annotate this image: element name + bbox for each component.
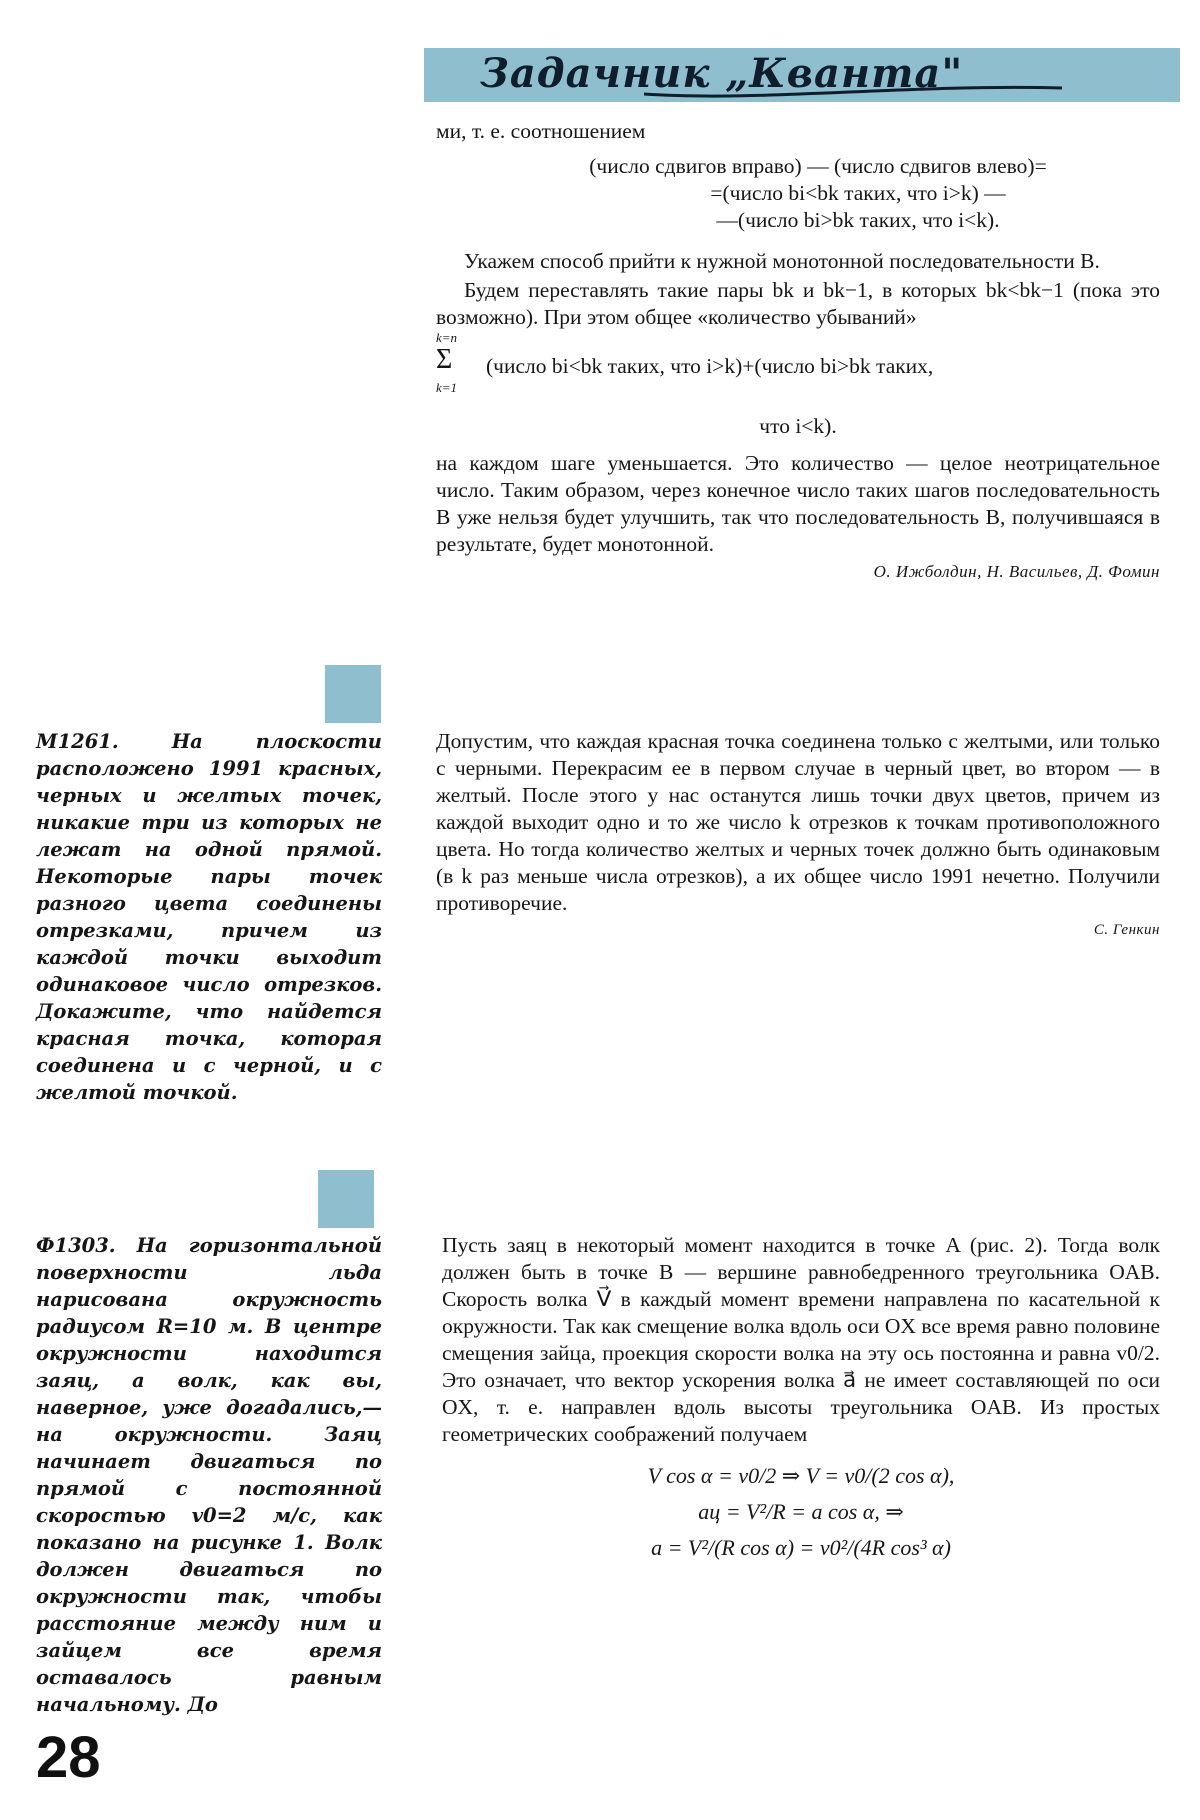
formula-block	[442, 1458, 1160, 1566]
formula-line: a = V²/(R cos α) = v0²/(4R cos³ α)	[651, 1535, 951, 1560]
page-number: 28	[36, 1725, 101, 1790]
solution-text: Допустим, что каждая красная точка соединена только с желтыми, или только с черными. Перекрасим ее в первом случае в черный цвет, во втором — в желтый. После этого у нас останутся лишь точки двух цветов, причем из каждой выходит одно и то же число k отрезков к точкам противоположного цвета. Но тогда количество желтых и черных точек должно быть одинаковым (в k раз меньше числа отрезков), а их общее число 1991 нечетно. Получили противоречие.	[436, 729, 1160, 915]
paragraph: Будем переставлять такие пары bk и bk−1, в которых bk<bk−1 (пока это возможно). При этом общее «количество убываний»	[436, 278, 1160, 329]
m1260-solution	[436, 118, 1160, 585]
sum-upper-limit: k=n	[436, 330, 458, 345]
problem-marker-square	[318, 1170, 374, 1228]
author-signature: С. Генкин	[1093, 922, 1160, 938]
shift-equation	[436, 153, 1160, 234]
f1303-solution	[442, 1232, 1160, 1566]
problem-number: М1261.	[36, 730, 119, 753]
section-banner	[424, 48, 1180, 102]
m1261-statement	[36, 728, 382, 1106]
sum-lower-limit: k=1	[436, 380, 458, 395]
authors-signature: О. Ижболдин, Н. Васильев, Д. Фомин	[873, 562, 1160, 581]
m1261-solution	[436, 728, 1160, 944]
sum-body-end: что i<k).	[759, 414, 837, 438]
problem-text: На горизонтальной поверхности льда нарисована окружность радиусом R=10 м. В центре окружности находится заяц, а волк, как вы, наверное, уже догадались,— на окружности. Заяц начинает двигаться по прямой с постоянной скоростью v0=2 м/с, как показано на рисунке 1. Волк должен двигаться по окружности так, чтобы расстояние между ним и зайцем все время оставалось равным начальному. До	[36, 1234, 382, 1716]
solution-intro: ми, т. е. соотношением	[436, 119, 646, 143]
formula-line: aц = V²/R = a cos α, ⇒	[698, 1499, 904, 1524]
problem-marker-square	[325, 665, 381, 723]
problem-number: Ф1303.	[36, 1234, 116, 1257]
paragraph: на каждом шаге уменьшается. Это количество — целое неотрицательное число. Таким образом, через конечное число таких шагов последовательность B уже нельзя будет улучшить, так что последовательность B, получившаяся в результате, будет монотонной.	[436, 451, 1160, 556]
equation-line: =(число bi<bk таких, что i>k) —	[710, 181, 1006, 205]
section-title: Задачник „Кванта"	[480, 50, 964, 97]
solution-text: Пусть заяц в некоторый момент находится в точке A (рис. 2). Тогда волк должен быть в точке B — вершине равнобедренного треугольника OAB. Скорость волка V⃗ в каждый момент времени направлена по касательной к окружности. Так как смещение волка вдоль оси OX все время равно половине смещения зайца, проекция скорости волка на эту ось постоянна и равна v0/2. Это означает, что вектор ускорения волка a⃗ не имеет составляющей по оси OX, т. е. направлен вдоль высоты треугольника OAB. Из простых геометрических соображений получаем	[442, 1233, 1160, 1446]
sigma-symbol: Σ	[436, 344, 453, 375]
problem-text: На плоскости расположено 1991 красных, черных и желтых точек, никакие три из которых не лежат на одной прямой. Некоторые пары точек разного цвета соединены отрезками, причем из каждой точки выходит одинаковое число отрезков. Докажите, что найдется красная точка, которая соединена и с черной, и с желтой точкой.	[36, 730, 382, 1104]
paragraph: Укажем способ прийти к нужной монотонной последовательности B.	[464, 249, 1100, 273]
sum-body: (число bi<bk таких, что i>k)+(число bi>bk таких,	[486, 354, 934, 378]
equation-line: (число сдвигов вправо) — (число сдвигов влево)=	[589, 154, 1047, 178]
f1303-statement	[36, 1232, 382, 1718]
formula-line: V cos α = v0/2 ⇒ V = v0/(2 cos α),	[647, 1463, 955, 1488]
sum-expression	[436, 331, 1160, 405]
swash-decoration	[644, 80, 1064, 102]
equation-line: —(число bi>bk таких, что i<k).	[716, 208, 1000, 232]
